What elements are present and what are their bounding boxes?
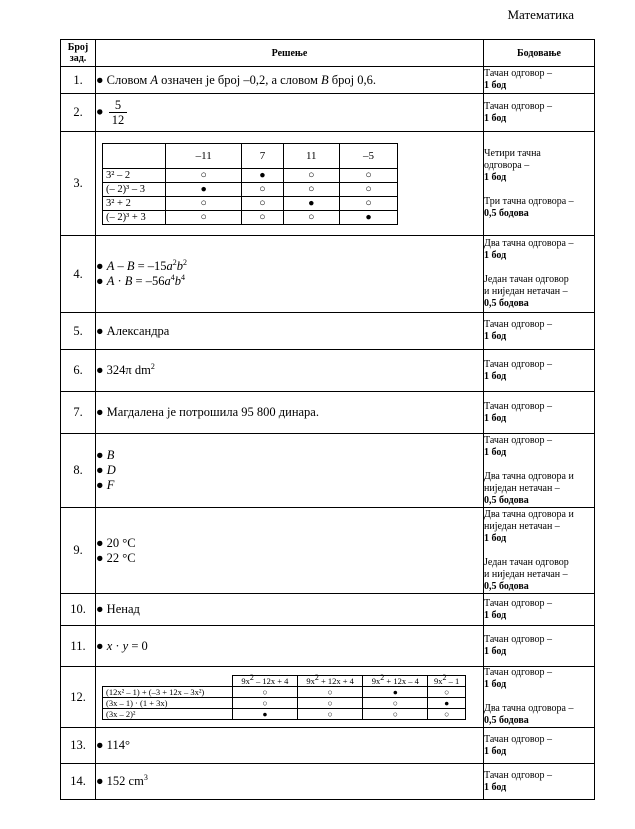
task-number: 13. — [61, 728, 96, 764]
points-value: 1 бод — [484, 679, 507, 690]
answer-line: ● $A - B = -15a^2b^2$ — [96, 257, 188, 273]
answer-line: ● B — [96, 448, 115, 462]
points-value: 1 бод — [484, 532, 507, 544]
empty-circle-icon: ○ — [242, 196, 283, 210]
row-label: (12x² – 1) + (–3 + 12x – 3x²) — [103, 686, 233, 697]
points-text: и ниједан нетачан – — [484, 568, 568, 580]
empty-circle-icon: ○ — [363, 697, 428, 708]
points-cell — [484, 626, 595, 667]
row-label: 3² – 2 — [103, 168, 166, 182]
task-number: 9. — [61, 508, 96, 594]
points-text: Тачан одговор – — [484, 769, 553, 781]
points-spacer — [484, 691, 594, 703]
solution-cell: ● 324π $dm^2$ — [96, 350, 484, 392]
points-text: ниједан нетачан – — [484, 520, 560, 532]
corner-cell — [103, 675, 233, 686]
points-value: 1 бод — [484, 781, 507, 793]
empty-circle-icon: ○ — [428, 686, 466, 697]
points-value: 0,5 бодова — [484, 298, 529, 309]
points-text: одговора – — [484, 159, 530, 171]
row-label: (3x – 1) · (1 + 3x) — [103, 697, 233, 708]
points-cell — [484, 236, 595, 313]
points-text: Четири тачна — [484, 147, 541, 159]
filled-circle-icon: ● — [232, 708, 297, 719]
points-text: Један тачан одговор — [484, 274, 569, 285]
points-cell — [484, 350, 595, 392]
matching-table — [102, 672, 466, 720]
table-row — [61, 94, 595, 132]
points-text: Тачан одговор – — [484, 319, 553, 330]
empty-circle-icon: ○ — [428, 708, 466, 719]
answer-line: ● D — [96, 463, 116, 477]
points-cell — [484, 67, 595, 94]
task-number: 11. — [61, 626, 96, 667]
answer-text: ● Словом — [96, 72, 151, 87]
points-text: Тачан одговор – — [484, 358, 553, 370]
solution-cell: ● Магдалена је потрошила 95 800 динара. — [96, 392, 484, 434]
table-row — [61, 728, 595, 764]
task-number: 12. — [61, 667, 96, 728]
filled-circle-icon: ● — [166, 182, 242, 196]
matching-row — [103, 210, 398, 224]
points-cell — [484, 728, 595, 764]
column-header: 11 — [283, 143, 339, 168]
solution-cell: ● Александра — [96, 313, 484, 350]
column-header: –11 — [166, 143, 242, 168]
points-value: 1 бод — [484, 171, 507, 183]
points-cell — [484, 764, 595, 800]
table-row — [61, 392, 595, 434]
points-text: Један тачан одговор — [484, 556, 569, 568]
column-header: 7 — [242, 143, 283, 168]
table-row — [61, 594, 595, 626]
solution-cell: ● 114° — [96, 728, 484, 764]
task-number: 6. — [61, 350, 96, 392]
matching-row — [103, 697, 466, 708]
points-cell — [484, 434, 595, 508]
table-row — [61, 508, 595, 594]
column-header: $9x^2 - 12x + 4$ — [232, 675, 297, 686]
points-text: Два тачна одговора и — [484, 470, 574, 482]
solution-cell — [96, 434, 484, 508]
solution-cell: ● 152 $cm^3$ — [96, 764, 484, 800]
empty-circle-icon: ○ — [297, 686, 363, 697]
empty-circle-icon: ○ — [166, 168, 242, 182]
points-value: 0,5 бодова — [484, 207, 529, 219]
task-number: 7. — [61, 392, 96, 434]
table-row — [61, 67, 595, 94]
table-row — [61, 667, 595, 728]
solution-cell: ● Ненад — [96, 594, 484, 626]
points-value: 0,5 бодова — [484, 580, 529, 592]
filled-circle-icon: ● — [340, 210, 398, 224]
table-row — [61, 764, 595, 800]
row-label: (– 2)³ – 3 — [103, 182, 166, 196]
answer-text: број 0,6. — [328, 72, 377, 87]
solution-cell: ● x · y = 0 — [96, 626, 484, 667]
empty-circle-icon: ○ — [232, 686, 297, 697]
filled-circle-icon: ● — [428, 697, 466, 708]
points-text: Тачан одговор – — [484, 400, 553, 412]
empty-circle-icon: ○ — [283, 210, 339, 224]
task-number: 3. — [61, 132, 96, 236]
points-text: Два тачна одговора – — [484, 703, 574, 714]
solution-cell — [96, 508, 484, 594]
matching-row — [103, 708, 466, 719]
points-text: Тачан одговор – — [484, 68, 553, 79]
task-number: 8. — [61, 434, 96, 508]
points-text: Тачан одговор – — [484, 634, 553, 645]
table-row — [61, 132, 595, 236]
answer-line: ● $A \cdot B = -56a^4b^4$ — [96, 272, 185, 288]
empty-circle-icon: ○ — [283, 182, 339, 196]
points-spacer — [484, 459, 594, 471]
points-text: Два тачна одговора – — [484, 238, 574, 249]
fraction — [109, 98, 128, 127]
answer-line: ● 22 °C — [96, 550, 136, 565]
points-value: 1 бод — [484, 412, 507, 424]
points-text: Тачан одговор – — [484, 100, 553, 112]
answer-key-table — [60, 39, 595, 800]
points-cell — [484, 132, 595, 236]
points-cell — [484, 667, 595, 728]
filled-circle-icon: ● — [242, 168, 283, 182]
empty-circle-icon: ○ — [340, 182, 398, 196]
points-text: Тачан одговор – — [484, 434, 553, 446]
solution-cell — [96, 667, 484, 728]
header-number: Број зад. — [61, 40, 96, 67]
points-value: 1 бод — [484, 250, 507, 261]
points-value: 1 бод — [484, 745, 507, 757]
points-text: Тачан одговор – — [484, 597, 553, 609]
points-spacer — [484, 262, 594, 274]
solution-cell — [96, 236, 484, 313]
points-spacer — [484, 184, 594, 196]
empty-circle-icon: ○ — [166, 210, 242, 224]
answer-var: A — [150, 72, 159, 87]
fraction-denominator: 12 — [109, 112, 128, 127]
points-value: 0,5 бодова — [484, 494, 529, 506]
points-value: 1 бод — [484, 331, 507, 342]
points-text: и ниједан нетачан – — [484, 286, 568, 297]
points-text: ниједан нетачан – — [484, 482, 560, 494]
empty-circle-icon: ○ — [340, 196, 398, 210]
answer-line: ● F — [96, 478, 115, 492]
points-cell — [484, 594, 595, 626]
matching-row — [103, 182, 398, 196]
points-text: Тачан одговор – — [484, 733, 553, 745]
points-value: 1 бод — [484, 446, 507, 458]
column-header: –5 — [340, 143, 398, 168]
header-points: Бодовање — [484, 40, 595, 67]
empty-circle-icon: ○ — [242, 182, 283, 196]
matching-row — [103, 168, 398, 182]
filled-circle-icon: ● — [283, 196, 339, 210]
empty-circle-icon: ○ — [166, 196, 242, 210]
solution-cell — [96, 67, 484, 94]
column-header: $9x^2 + 12x - 4$ — [363, 675, 428, 686]
table-row — [61, 350, 595, 392]
header-solution: Решење — [96, 40, 484, 67]
points-value: 1 бод — [484, 112, 507, 124]
points-text: Тачан одговор – — [484, 667, 553, 678]
column-header: $9x^2 - 1$ — [428, 675, 466, 686]
row-label: (– 2)³ + 3 — [103, 210, 166, 224]
empty-circle-icon: ○ — [283, 168, 339, 182]
row-label: (3x – 2)² — [103, 708, 233, 719]
points-cell — [484, 392, 595, 434]
points-value: 0,5 бодова — [484, 715, 529, 726]
table-row — [61, 434, 595, 508]
points-value: 1 бод — [484, 370, 507, 382]
points-spacer — [484, 545, 594, 557]
empty-circle-icon: ○ — [297, 708, 363, 719]
task-number: 5. — [61, 313, 96, 350]
points-text: Два тачна одговора и — [484, 508, 574, 520]
answer-bullet: ● — [96, 104, 104, 119]
matching-row — [103, 196, 398, 210]
points-cell — [484, 94, 595, 132]
solution-cell — [96, 132, 484, 236]
points-text: Три тачна одговора – — [484, 195, 574, 207]
task-number: 4. — [61, 236, 96, 313]
empty-circle-icon: ○ — [340, 168, 398, 182]
points-cell — [484, 508, 595, 594]
subject-title: Математика — [507, 7, 574, 22]
points-value: 1 бод — [484, 80, 507, 91]
points-cell — [484, 313, 595, 350]
corner-cell — [103, 143, 166, 168]
matching-row — [103, 686, 466, 697]
table-row — [61, 313, 595, 350]
solution-cell — [96, 94, 484, 132]
column-header: $9x^2 + 12x + 4$ — [297, 675, 363, 686]
empty-circle-icon: ○ — [232, 697, 297, 708]
points-value: 1 бод — [484, 646, 507, 657]
table-row — [61, 236, 595, 313]
empty-circle-icon: ○ — [242, 210, 283, 224]
filled-circle-icon: ● — [363, 686, 428, 697]
task-number: 10. — [61, 594, 96, 626]
points-value: 1 бод — [484, 609, 507, 621]
empty-circle-icon: ○ — [297, 697, 363, 708]
task-number: 2. — [61, 94, 96, 132]
answer-text: означен је број –0,2, а словом — [158, 72, 322, 87]
task-number: 14. — [61, 764, 96, 800]
empty-circle-icon: ○ — [363, 708, 428, 719]
table-row — [61, 626, 595, 667]
header-row — [61, 40, 595, 67]
task-number: 1. — [61, 67, 96, 94]
answer-line: ● 20 °C — [96, 535, 136, 550]
row-label: 3² + 2 — [103, 196, 166, 210]
answer-var: B — [321, 72, 329, 87]
fraction-numerator: 5 — [114, 98, 122, 112]
matching-table — [102, 143, 398, 225]
